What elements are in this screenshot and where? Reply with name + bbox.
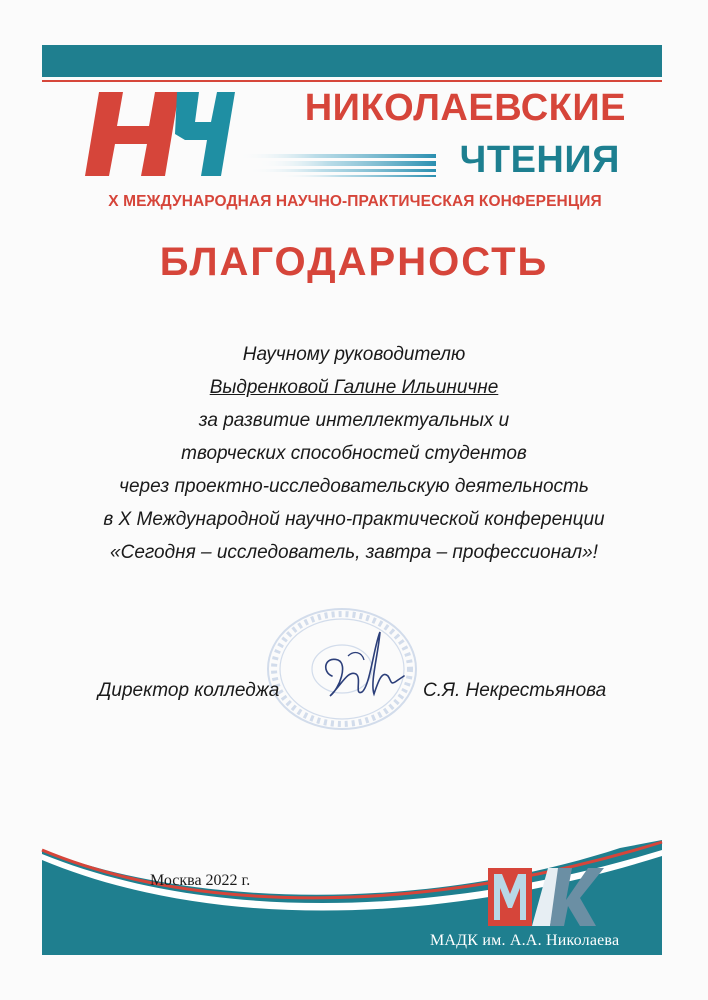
top-red-rule <box>42 80 662 82</box>
college-name: МАДК им. А.А. Николаева <box>430 932 620 949</box>
conference-subtitle: X МЕЖДУНАРОДНАЯ НАУЧНО-ПРАКТИЧЕСКАЯ КОНФЕРЕНЦИЯ <box>108 193 602 210</box>
top-teal-band <box>42 45 662 77</box>
city-year: Москва 2022 г. <box>150 872 251 889</box>
addressee-role: Научному руководителю <box>242 344 466 365</box>
signature-role: Директор колледжа <box>98 680 280 701</box>
body-line-4: в X Международной научно-практической конференции <box>103 509 605 530</box>
body-line-2: творческих способностей студентов <box>181 443 527 464</box>
conference-title-line1: НИКОЛАЕВСКИЕ <box>304 87 626 129</box>
signature-name: С.Я. Некрестьянова <box>423 680 607 701</box>
certificate-body <box>0 338 708 569</box>
addressee-name: Выдренковой Галине Ильиничне <box>209 377 499 398</box>
body-line-3: через проектно-исследовательскую деятельность <box>119 476 589 497</box>
document-heading: БЛАГОДАРНОСТЬ <box>159 240 549 284</box>
madk-logo <box>488 860 606 930</box>
body-line-1: за развитие интеллектуальных и <box>198 410 510 431</box>
director-signature <box>318 626 410 712</box>
nch-logo <box>85 88 235 180</box>
conference-title-line2: ЧТЕНИЯ <box>459 139 620 181</box>
body-line-5: «Сегодня – исследователь, завтра – профессионал»! <box>110 542 598 563</box>
